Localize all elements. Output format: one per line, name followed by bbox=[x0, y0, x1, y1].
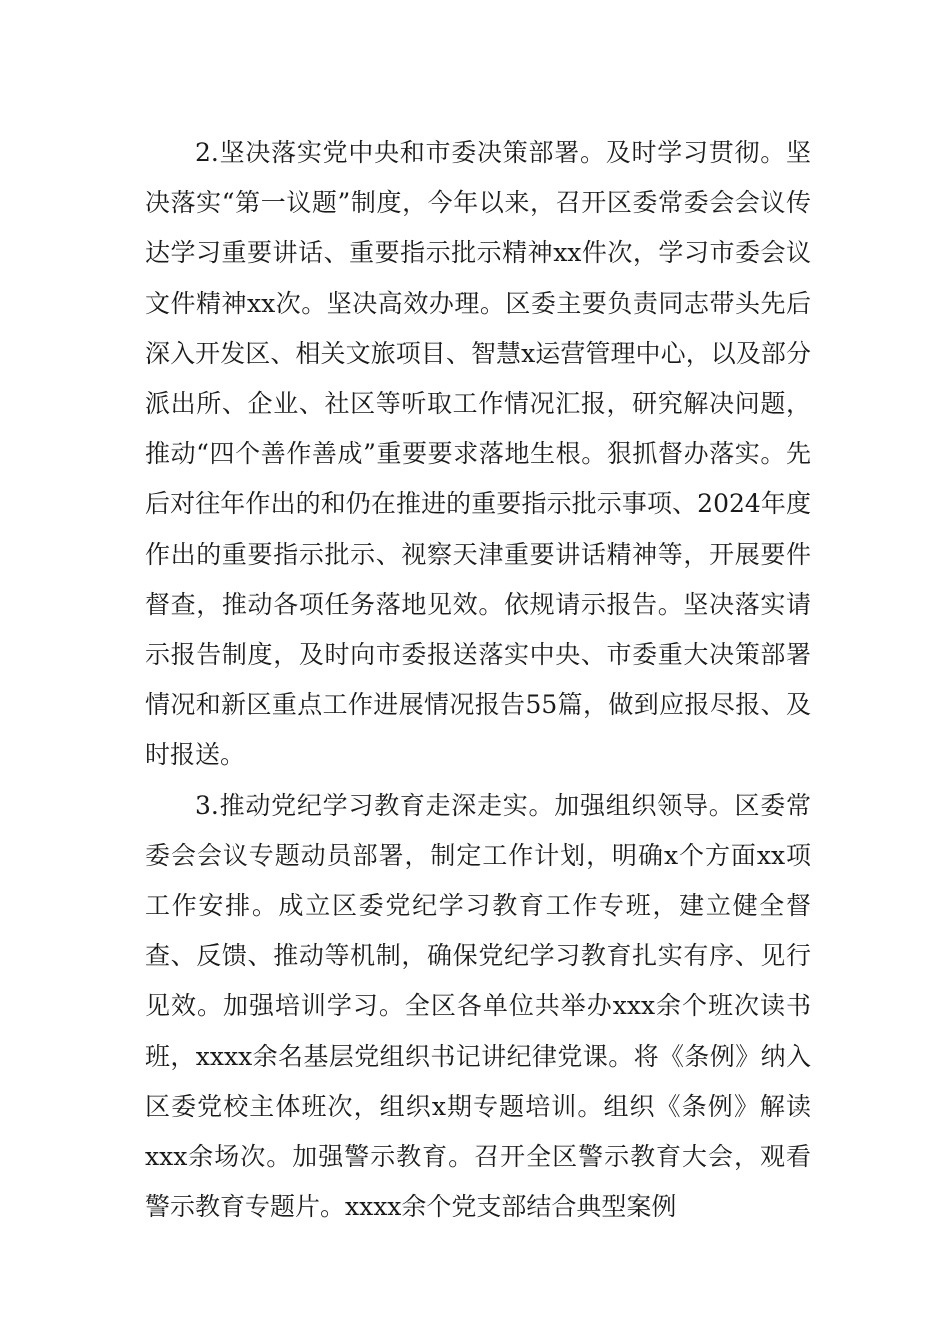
paragraph-item-3: 3.推动党纪学习教育走深走实。加强组织领导。区委常委会会议专题动员部署，制定工作计划，明确x个方面xx项工作安排。成立区委党纪学习教育工作专班，建立健全督查、反馈、推动等机制，确保党纪学习教育扎实有序、见行见效。加强培训学习。全区各单位共举办xxx余个班次读书班，xxxx余名基层党组织书记讲纪律党课。将《条例》纳入区委党校主体班次，组织x期专题培训。组织《条例》解读xxx余场次。加强警示教育。召开全区警示教育大会，观看警示教育专题片。xxxx余个党支部结合典型案例 bbox=[145, 790, 811, 1222]
paragraph-item-2: 2.坚决落实党中央和市委决策部署。及时学习贯彻。坚决落实“第一议题”制度，今年以来，召开区委常委会会议传达学习重要讲话、重要指示批示精神xx件次，学习市委会议文件精神xx次。坚决高效办理。区委主要负责同志带头先后深入开发区、相关文旅项目、智慧x运营管理中心，以及部分派出所、企业、社区等听取工作情况汇报，研究解决问题，推动“四个善作善成”重要要求落地生根。狠抓督办落实。先后对往年作出的和仍在推进的重要指示批示事项、2024年度作出的重要指示批示、视察天津重要讲话精神等，开展要件督查，推动各项任务落地见效。依规请示报告。坚决落实请示报告制度，及时向市委报送落实中央、市委重大决策部署情况和新区重点工作进展情况报告55篇，做到应报尽报、及时报送。 bbox=[145, 138, 811, 770]
document-body bbox=[145, 128, 811, 1232]
